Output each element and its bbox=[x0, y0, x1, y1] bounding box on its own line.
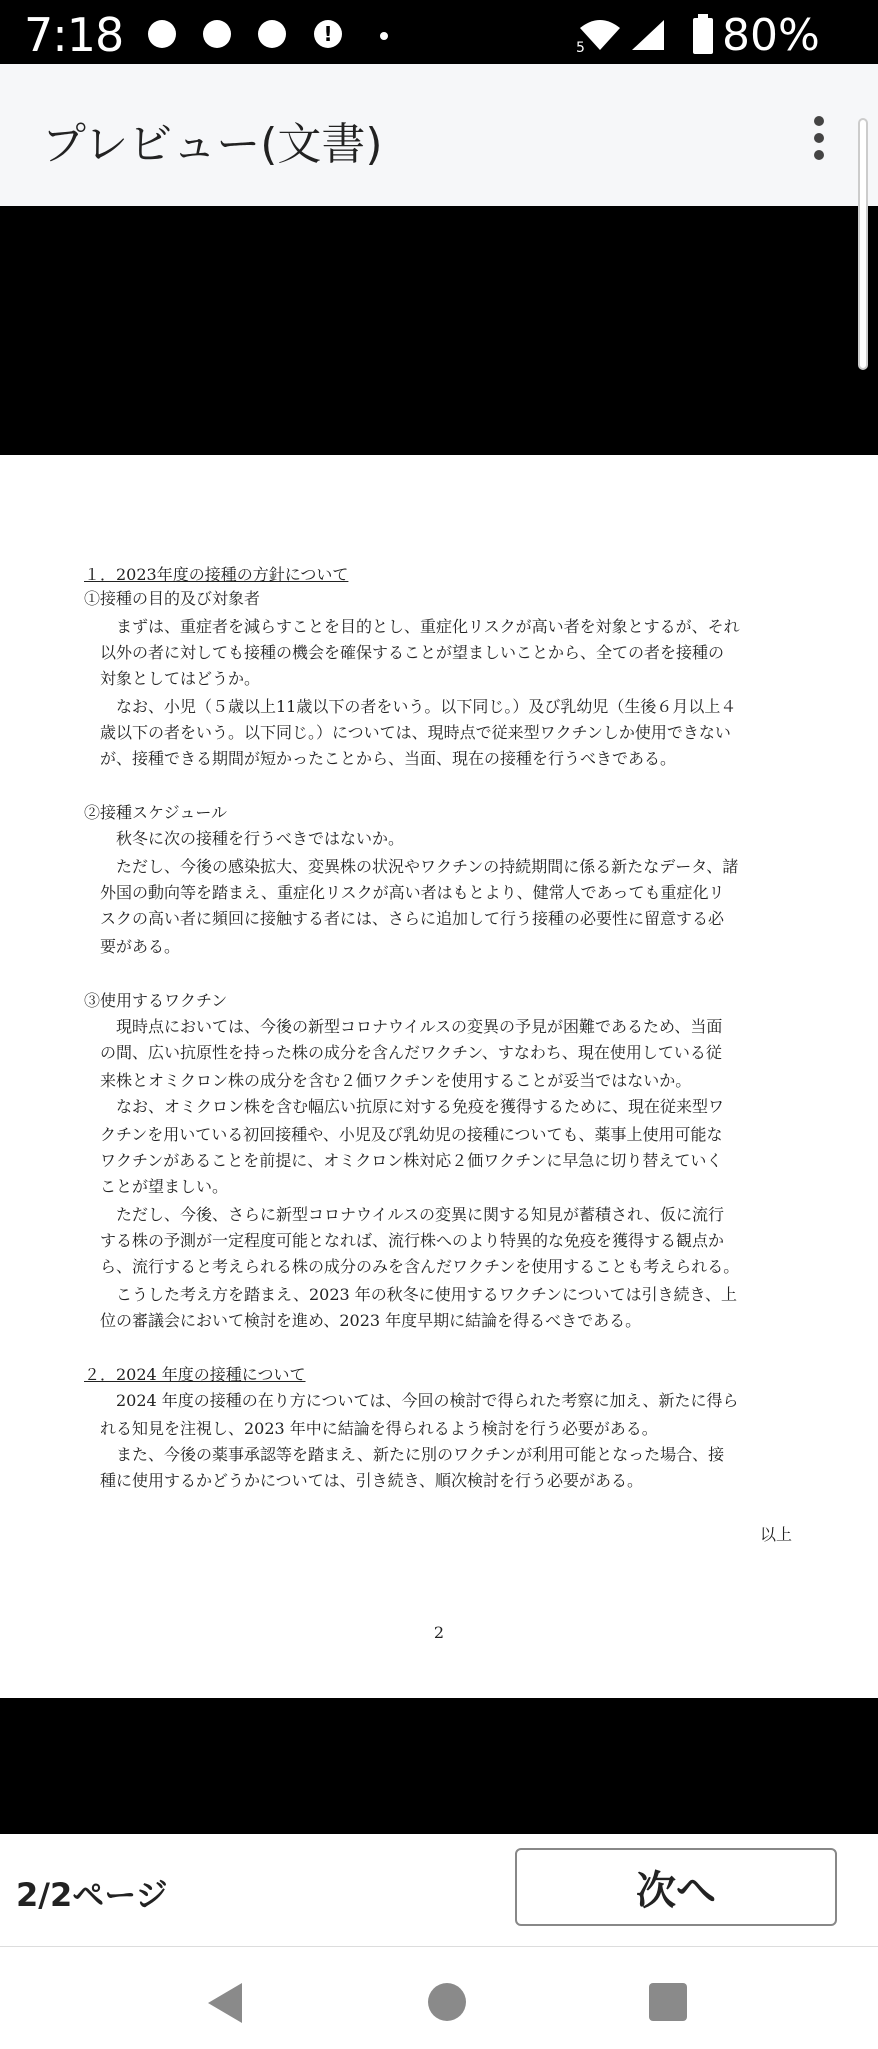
back-icon[interactable] bbox=[208, 1983, 242, 2023]
doc-line: クチンを用いている初回接種や、小児及び乳幼児の接種についても、薬事上使用可能な bbox=[100, 1125, 723, 1144]
status-bar bbox=[0, 0, 878, 64]
doc-line: ただし、今後の感染拡大、変異株の状況やワクチンの持続期間に係る新たなデータ、諸 bbox=[100, 857, 739, 876]
doc-line: ことが望ましい。 bbox=[100, 1177, 229, 1196]
page-indicator: 2/2ページ bbox=[16, 1876, 168, 1914]
signal-icon bbox=[628, 18, 668, 52]
doc-subheading: ②接種スケジュール bbox=[84, 803, 228, 822]
doc-closing: 以上 bbox=[760, 1525, 793, 1544]
doc-line: なお、小児（５歳以上11歳以下の者をいう。以下同じ。）及び乳幼児（生後６月以上４ bbox=[100, 697, 737, 716]
bottom-bar bbox=[0, 1834, 878, 1946]
doc-line: 種に使用するかどうかについては、引き続き、順次検討を行う必要がある。 bbox=[100, 1471, 644, 1490]
recents-icon[interactable] bbox=[649, 1983, 687, 2021]
more-options-icon[interactable] bbox=[810, 116, 828, 166]
navigation-bar bbox=[0, 1946, 878, 2049]
doc-line: スクの高い者に頻回に接触する者には、さらに追加して行う接種の必要性に留意する必 bbox=[100, 909, 725, 928]
alert-icon: ! bbox=[314, 20, 342, 48]
doc-line: 外国の動向等を踏まえ、重症化リスクが高い者はもとより、健常人であっても重症化リ bbox=[100, 883, 725, 902]
doc-subheading: ①接種の目的及び対象者 bbox=[84, 589, 261, 608]
doc-line: なお、オミクロン株を含む幅広い抗原に対する免疫を獲得するために、現在従来型ワ bbox=[100, 1097, 725, 1116]
battery-icon bbox=[692, 14, 714, 54]
battery-percentage: 80% bbox=[722, 10, 820, 61]
doc-line: 歳以下の者をいう。以下同じ。）については、現時点で従来型ワクチンしか使用できない bbox=[100, 723, 731, 742]
app-bar bbox=[0, 64, 878, 206]
doc-line: が、接種できる期間が短かったことから、当面、現在の接種を行うべきである。 bbox=[100, 749, 677, 768]
more-notifications-dot bbox=[380, 32, 388, 40]
doc-line: する株の予測が一定程度可能となれば、流行株へのより特異的な免疫を獲得する観点か bbox=[100, 1231, 725, 1250]
page-title: プレビュー(文書) bbox=[42, 119, 383, 170]
doc-subheading: ③使用するワクチン bbox=[84, 991, 228, 1010]
next-button[interactable]: 次へ bbox=[515, 1848, 837, 1926]
doc-line: 秋冬に次の接種を行うべきではないか。 bbox=[100, 829, 405, 848]
doc-line: 以外の者に対しても接種の機会を確保することが望ましいことから、全ての者を接種の bbox=[100, 643, 725, 662]
doc-line: ら、流行すると考えられる株の成分のみを含んだワクチンを使用することも考えられる。 bbox=[100, 1257, 740, 1276]
doc-line: また、今後の薬事承認等を踏まえ、新たに別のワクチンが利用可能となった場合、接 bbox=[100, 1445, 725, 1464]
clock: 7:18 bbox=[24, 8, 124, 62]
doc-line: 来株とオミクロン株の成分を含む２価ワクチンを使用することが妥当ではないか。 bbox=[100, 1071, 692, 1090]
doc-line: 2024 年度の接種の在り方については、今回の検討で得られた考察に加え、新たに得ら bbox=[100, 1391, 739, 1410]
document-page bbox=[0, 455, 878, 1698]
app-notification-icon bbox=[148, 20, 176, 48]
doc-line: 位の審議会において検討を進め、2023 年度早期に結論を得るべきである。 bbox=[100, 1311, 642, 1330]
scrollbar[interactable] bbox=[858, 118, 868, 370]
doc-line: 要がある。 bbox=[100, 937, 181, 956]
app-notification-icon bbox=[203, 20, 231, 48]
doc-heading: ２．2024 年度の接種について bbox=[84, 1365, 306, 1384]
doc-line: れる知見を注視し、2023 年中に結論を得られるよう検討を行う必要がある。 bbox=[100, 1419, 658, 1438]
doc-line: 現時点においては、今後の新型コロナウイルスの変異の予見が困難であるため、当面 bbox=[100, 1017, 723, 1036]
doc-line: の間、広い抗原性を持った株の成分を含んだワクチン、すなわち、現在使用している従 bbox=[100, 1043, 722, 1062]
home-icon[interactable] bbox=[428, 1983, 466, 2021]
page-number: 2 bbox=[433, 1623, 445, 1642]
doc-line: 対象としてはどうか。 bbox=[100, 669, 261, 688]
doc-line: ただし、今後、さらに新型コロナウイルスの変異に関する知見が蓄積され、仮に流行 bbox=[100, 1205, 725, 1224]
doc-line: ワクチンがあることを前提に、オミクロン株対応２価ワクチンに早急に切り替えていく bbox=[100, 1151, 723, 1170]
doc-line: こうした考え方を踏まえ、2023 年の秋冬に使用するワクチンについては引き続き、上 bbox=[100, 1285, 738, 1304]
network-type: 5 bbox=[576, 40, 585, 56]
doc-line: まずは、重症者を減らすことを目的とし、重症化リスクが高い者を対象とするが、それ bbox=[100, 617, 740, 636]
app-notification-icon bbox=[258, 20, 286, 48]
doc-heading: １．2023年度の接種の方針について bbox=[84, 565, 349, 584]
